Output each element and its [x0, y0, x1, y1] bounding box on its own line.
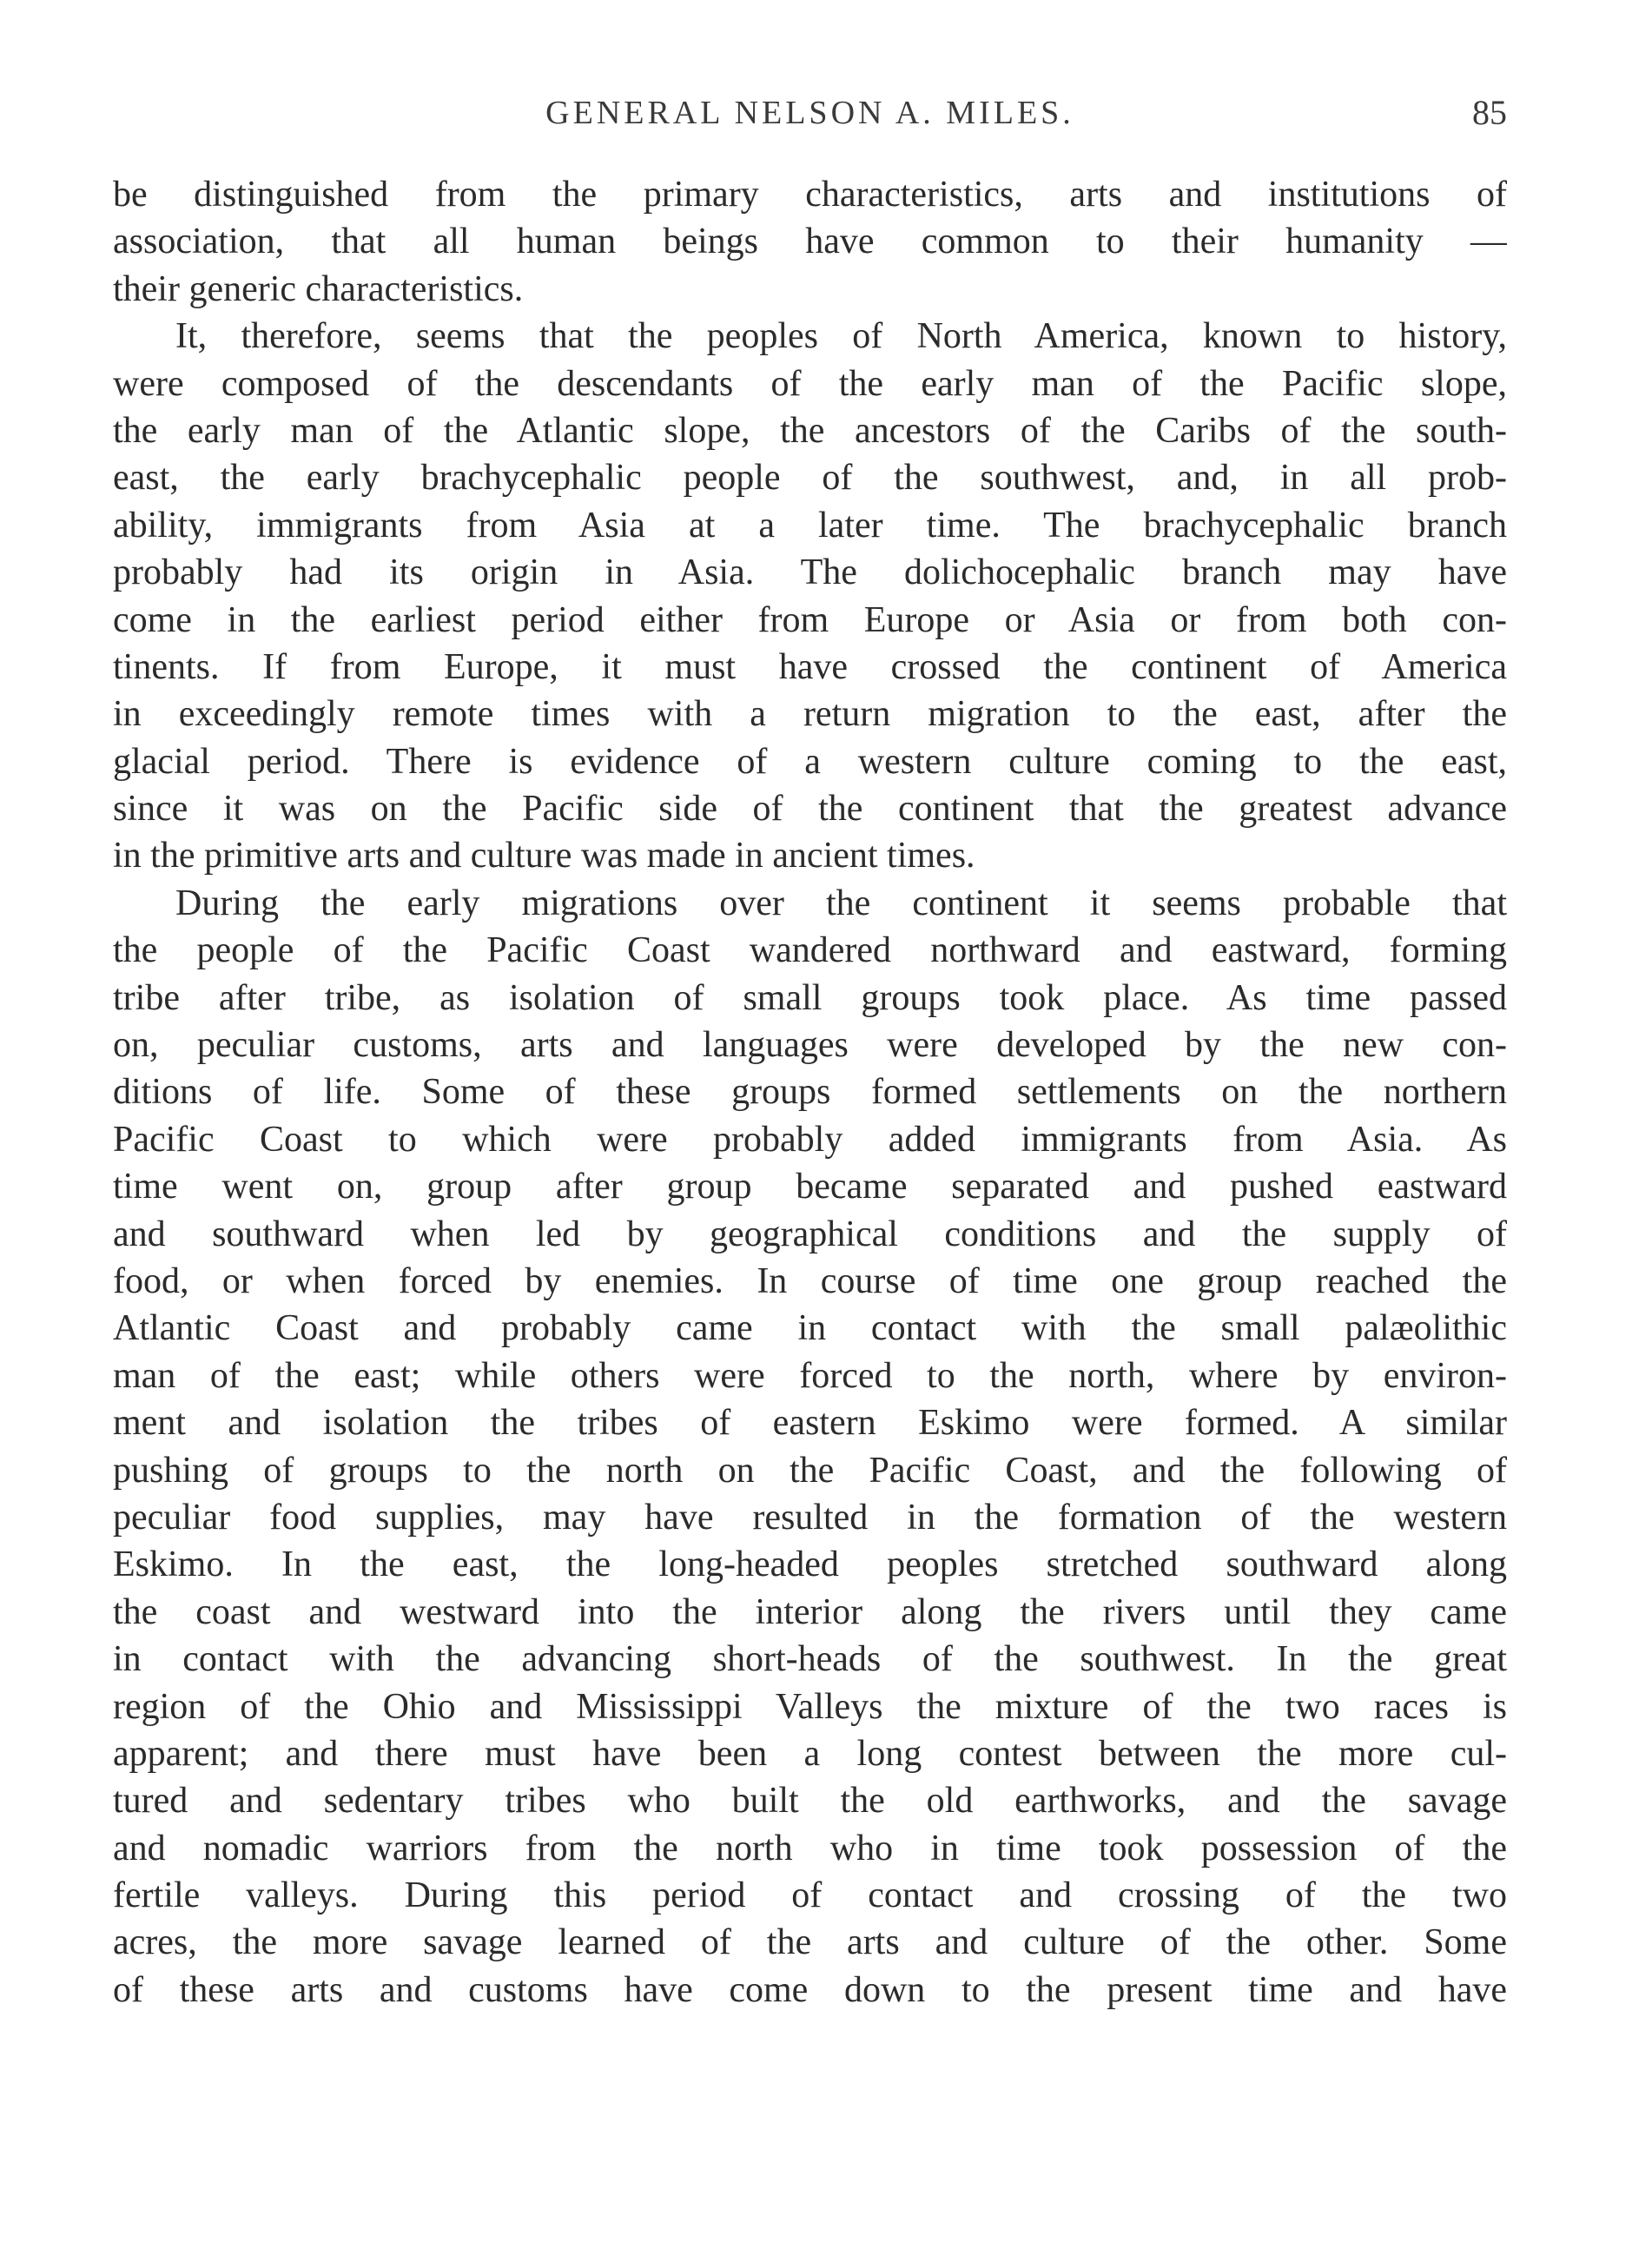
text-line: acres, the more savage learned of the arts and culture of the other. Some [113, 1922, 1507, 1963]
paragraph [113, 171, 1507, 313]
text-line: Atlantic Coast and probably came in contact with the small palæolithic [113, 1308, 1507, 1349]
text-line: peculiar food supplies, may have resulted in the formation of the western [113, 1497, 1507, 1538]
text-line: tured and sedentary tribes who built the old earthworks, and the savage [113, 1781, 1507, 1822]
text-line: of these arts and customs have come down to the present time and have [113, 1969, 1507, 2010]
text-line: tribe after tribe, as isolation of small groups took place. As time passed [113, 977, 1507, 1018]
text-line: fertile valleys. During this period of contact and crossing of the two [113, 1875, 1507, 1916]
text-line: on, peculiar customs, arts and languages were developed by the new con- [113, 1025, 1507, 1066]
text-line: apparent; and there must have been a long contest between the more cul- [113, 1733, 1507, 1774]
text-line: in the primitive arts and culture was made in ancient times. [113, 836, 975, 876]
text-line: since it was on the Pacific side of the continent that the greatest advance [113, 789, 1507, 830]
text-line: pushing of groups to the north on the Pacific Coast, and the following of [113, 1450, 1507, 1491]
text-line: tinents. If from Europe, it must have crossed the continent of America [113, 646, 1507, 687]
text-line: It, therefore, seems that the peoples of North America, known to history, [175, 316, 1507, 357]
text-line: man of the east; while others were forced to the north, where by environ- [113, 1355, 1507, 1396]
text-line: ditions of life. Some of these groups formed settlements on the northern [113, 1072, 1507, 1113]
text-line: probably had its origin in Asia. The dolichocephalic branch may have [113, 552, 1507, 593]
text-line: Eskimo. In the east, the long-headed peoples stretched southward along [113, 1544, 1507, 1585]
text-line: the people of the Pacific Coast wandered northward and eastward, forming [113, 930, 1507, 971]
text-line: time went on, group after group became separated and pushed eastward [113, 1167, 1507, 1207]
text-line: east, the early brachycephalic people of the southwest, and, in all prob- [113, 458, 1507, 499]
text-line: be distinguished from the primary characteristics, arts and institutions of [113, 175, 1507, 215]
text-line: were composed of the descendants of the early man of the Pacific slope, [113, 363, 1507, 404]
text-line: the early man of the Atlantic slope, the ancestors of the Caribs of the south- [113, 410, 1507, 451]
running-title: GENERAL NELSON A. MILES. [545, 95, 1074, 131]
text-line: and nomadic warriors from the north who in time took possession of the [113, 1828, 1507, 1868]
body-text [113, 171, 1507, 2014]
paragraph [113, 880, 1507, 2014]
text-line: in exceedingly remote times with a return migration to the east, after the [113, 694, 1507, 735]
page-number: 85 [1472, 93, 1507, 132]
text-line: their generic characteristics. [113, 268, 524, 309]
running-head [113, 87, 1507, 139]
text-line: the coast and westward into the interior along the rivers until they came [113, 1591, 1507, 1632]
text-line: ment and isolation the tribes of eastern Eskimo were formed. A similar [113, 1403, 1507, 1444]
paragraph [113, 313, 1507, 880]
text-line: Pacific Coast to which were probably added immigrants from Asia. As [113, 1119, 1507, 1160]
text-line: region of the Ohio and Mississippi Valleys the mixture of the two races is [113, 1686, 1507, 1727]
text-line: ability, immigrants from Asia at a later time. The brachycephalic branch [113, 505, 1507, 546]
text-line: come in the earliest period either from Europe or Asia or from both con- [113, 599, 1507, 640]
text-line: association, that all human beings have common to their humanity — [113, 222, 1507, 262]
text-line: food, or when forced by enemies. In course of time one group reached the [113, 1260, 1507, 1301]
text-line: in contact with the advancing short-heads of the southwest. In the great [113, 1639, 1507, 1680]
text-line: During the early migrations over the continent it seems probable that [175, 883, 1507, 923]
text-line: and southward when led by geographical conditions and the supply of [113, 1214, 1507, 1254]
text-line: glacial period. There is evidence of a western culture coming to the east, [113, 741, 1507, 782]
